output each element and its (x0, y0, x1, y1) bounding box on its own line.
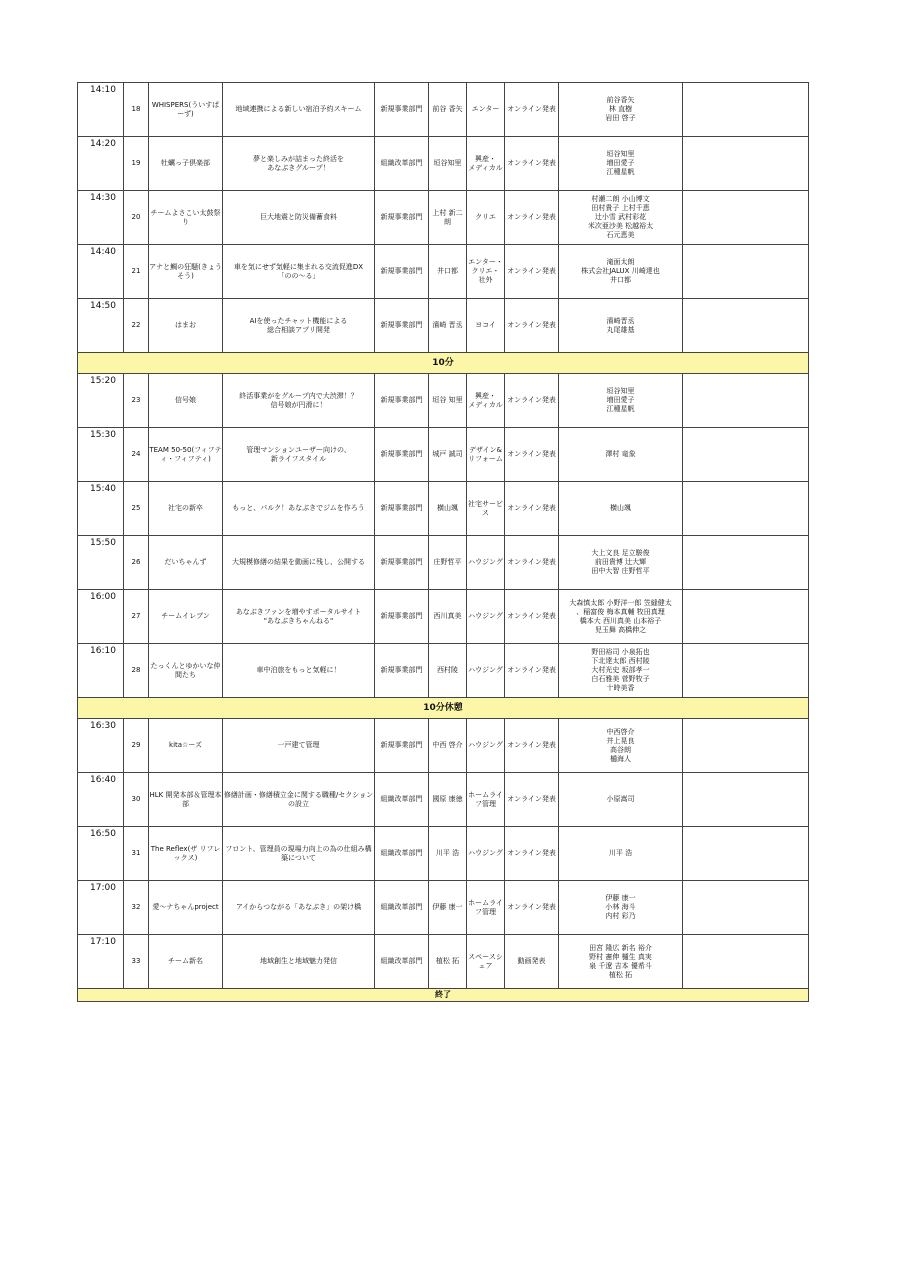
presentation-title: 巨大地震と防災備蓄食料 (223, 191, 375, 245)
department: デザイン& リフォーム (467, 428, 505, 482)
notes (683, 428, 809, 482)
time-cell: 14:10 (78, 83, 124, 137)
time-cell: 14:50 (78, 299, 124, 353)
members: 横山颯 (559, 482, 683, 536)
leader: 西村陵 (429, 644, 467, 698)
members: 澤村 竜象 (559, 428, 683, 482)
format: オンライン発表 (505, 245, 559, 299)
department: エンター・ クリエ・ 社外 (467, 245, 505, 299)
leader: 中西 啓介 (429, 719, 467, 773)
format: オンライン発表 (505, 881, 559, 935)
leader: 濱崎 晋丞 (429, 299, 467, 353)
notes (683, 935, 809, 989)
members: 垣谷知里 増田愛子 江種星帆 (559, 137, 683, 191)
format: オンライン発表 (505, 773, 559, 827)
department: 興産・ メディカル (467, 137, 505, 191)
format: 動画発表 (505, 935, 559, 989)
division: 新規事業部門 (375, 644, 429, 698)
number-cell: 28 (124, 644, 149, 698)
division: 新規事業部門 (375, 374, 429, 428)
number-cell: 27 (124, 590, 149, 644)
number-cell: 23 (124, 374, 149, 428)
leader: 横山颯 (429, 482, 467, 536)
presentation-title: 修繕計画・修繕積立金に関する職種/セクションの設立 (223, 773, 375, 827)
department: ハウジング (467, 827, 505, 881)
members: 中西啓介 井上晃良 高谷朗 樋海人 (559, 719, 683, 773)
members: 大森慎太郎 小野洋一郎 笠縫健太 、稲富俊 梅本真輔 牧田真理 橋本大 西川真美 山本裕子 児玉舞 高橋伸之 (559, 590, 683, 644)
team-name: チームよさこい太鼓祭り (149, 191, 223, 245)
team-name: アナと鯛の狂騒(きょうそう) (149, 245, 223, 299)
team-name: チームイレブン (149, 590, 223, 644)
format: オンライン発表 (505, 299, 559, 353)
division: 新規事業部門 (375, 428, 429, 482)
time-cell: 16:40 (78, 773, 124, 827)
format: オンライン発表 (505, 83, 559, 137)
division: 新規事業部門 (375, 482, 429, 536)
time-cell: 17:00 (78, 881, 124, 935)
team-name: kita☆ーズ (149, 719, 223, 773)
leader: 伊藤 康一 (429, 881, 467, 935)
time-cell: 15:40 (78, 482, 124, 536)
members: 前谷香矢 林 直樹 岩田 啓子 (559, 83, 683, 137)
number-cell: 22 (124, 299, 149, 353)
members: 濱崎晋丞 丸尾雄基 (559, 299, 683, 353)
number-cell: 29 (124, 719, 149, 773)
notes (683, 374, 809, 428)
format: オンライン発表 (505, 827, 559, 881)
department: 社宅サービス (467, 482, 505, 536)
break-band (78, 353, 809, 374)
members: 小原嵩司 (559, 773, 683, 827)
schedule-row (78, 881, 809, 935)
time-cell: 15:20 (78, 374, 124, 428)
time-cell: 14:40 (78, 245, 124, 299)
presentation-title: あなぶきファンを増やすポータルサイト "あなぶきちゃんねる" (223, 590, 375, 644)
team-name: たっくんとゆかいな仲間たち (149, 644, 223, 698)
schedule-row (78, 827, 809, 881)
number-cell: 20 (124, 191, 149, 245)
leader: 垣谷知里 (429, 137, 467, 191)
number-cell: 19 (124, 137, 149, 191)
number-cell: 30 (124, 773, 149, 827)
time-cell: 14:20 (78, 137, 124, 191)
team-name: 信号娘 (149, 374, 223, 428)
time-cell: 16:00 (78, 590, 124, 644)
leader: 川平 浩 (429, 827, 467, 881)
team-name: はまお (149, 299, 223, 353)
end-band (78, 989, 809, 1002)
presentation-title: 車を気にせず気軽に集まれる交流促進DX 「のの〜る」 (223, 245, 375, 299)
notes (683, 881, 809, 935)
number-cell: 18 (124, 83, 149, 137)
number-cell: 25 (124, 482, 149, 536)
format: オンライン発表 (505, 590, 559, 644)
format: オンライン発表 (505, 374, 559, 428)
team-name: チーム新名 (149, 935, 223, 989)
presentation-title: もっと、パルク！あなぶきでジムを作ろう (223, 482, 375, 536)
presentation-title: 管理マンションユーザー向けの、 新ライフスタイル (223, 428, 375, 482)
schedule-row (78, 191, 809, 245)
schedule-row (78, 719, 809, 773)
department: ホームライフ管理 (467, 773, 505, 827)
time-cell: 16:10 (78, 644, 124, 698)
time-cell: 16:50 (78, 827, 124, 881)
number-cell: 24 (124, 428, 149, 482)
format: オンライン発表 (505, 719, 559, 773)
schedule-row (78, 299, 809, 353)
team-name: だいちゃんず (149, 536, 223, 590)
department: エンター (467, 83, 505, 137)
notes (683, 644, 809, 698)
number-cell: 33 (124, 935, 149, 989)
break-band (78, 698, 809, 719)
members: 伊藤 康一 小林 海斗 内村 彩乃 (559, 881, 683, 935)
team-name: 愛〜ナちゃんproject (149, 881, 223, 935)
number-cell: 21 (124, 245, 149, 299)
members: 村瀬二朗 小山博文 田村貴子 上村千恵 辻小雪 武村彩花 米次亜沙美 松越裕太 石元恵美 (559, 191, 683, 245)
format: オンライン発表 (505, 536, 559, 590)
notes (683, 137, 809, 191)
division: 新規事業部門 (375, 191, 429, 245)
schedule-row (78, 245, 809, 299)
notes (683, 299, 809, 353)
team-name: 牡蠣っ子倶楽部 (149, 137, 223, 191)
members: 川平 浩 (559, 827, 683, 881)
format: オンライン発表 (505, 644, 559, 698)
division: 新規事業部門 (375, 299, 429, 353)
time-cell: 15:30 (78, 428, 124, 482)
presentation-title: 夢と楽しみが詰まった終活を あなぶきグループ！ (223, 137, 375, 191)
schedule-row (78, 482, 809, 536)
schedule-row (78, 773, 809, 827)
division: 新規事業部門 (375, 245, 429, 299)
department: 興産・ メディカル (467, 374, 505, 428)
time-cell: 17:10 (78, 935, 124, 989)
presentation-title: 終活事業がをグループ内で大渋滞！？ 信号娘が円滑に！ (223, 374, 375, 428)
leader: 垣谷 知里 (429, 374, 467, 428)
leader: 前谷 香矢 (429, 83, 467, 137)
division: 組織改革部門 (375, 935, 429, 989)
department: ヨコイ (467, 299, 505, 353)
leader: 西川真美 (429, 590, 467, 644)
division: 新規事業部門 (375, 719, 429, 773)
department: スペースシェア (467, 935, 505, 989)
leader: 城戸 誠司 (429, 428, 467, 482)
schedule-row (78, 935, 809, 989)
members: 田宮 隆広 新名 裕介 野村 憲伸 樋生 真実 泉 千遼 吉本 優希斗 植松 拓 (559, 935, 683, 989)
schedule-row (78, 83, 809, 137)
presentation-title: 地域創生と地域魅力発信 (223, 935, 375, 989)
presentation-title: 地域連携による新しい宿泊予約スキーム (223, 83, 375, 137)
leader: 國原 康徳 (429, 773, 467, 827)
time-cell: 14:30 (78, 191, 124, 245)
format: オンライン発表 (505, 137, 559, 191)
presentation-title: 車中泊旅をもっと気軽に！ (223, 644, 375, 698)
schedule-row (78, 374, 809, 428)
notes (683, 827, 809, 881)
format: オンライン発表 (505, 428, 559, 482)
presentation-title: AIを使ったチャット機能による 総合相談アプリ開発 (223, 299, 375, 353)
schedule-row (78, 137, 809, 191)
schedule-body (78, 83, 809, 1002)
department: ハウジング (467, 590, 505, 644)
members: 滝面太朗 株式会社JALUX 川崎達也 井口都 (559, 245, 683, 299)
break-label: 10分 (78, 353, 809, 374)
schedule-row (78, 590, 809, 644)
division: 組織改革部門 (375, 773, 429, 827)
department: ハウジング (467, 536, 505, 590)
notes (683, 719, 809, 773)
leader: 上村 新二朗 (429, 191, 467, 245)
presentation-title: フロント、管理員の現場力向上の為の仕組み構築について (223, 827, 375, 881)
presentation-title: アイからつながる「あなぶき」の架け橋 (223, 881, 375, 935)
department: ホームライフ管理 (467, 881, 505, 935)
notes (683, 191, 809, 245)
division: 組織改革部門 (375, 827, 429, 881)
presentation-title: 一戸建て管理 (223, 719, 375, 773)
notes (683, 773, 809, 827)
division: 新規事業部門 (375, 590, 429, 644)
division: 新規事業部門 (375, 536, 429, 590)
division: 組織改革部門 (375, 881, 429, 935)
notes (683, 245, 809, 299)
presentation-title: 大規模修繕の結果を動画に残し、公開する (223, 536, 375, 590)
team-name: WHISPERS(ういすぱーず) (149, 83, 223, 137)
time-cell: 16:30 (78, 719, 124, 773)
schedule-row (78, 536, 809, 590)
members: 大上文良 足立駿俊 前田貴博 辻大輝 田中大智 庄野哲平 (559, 536, 683, 590)
team-name: TEAM 50-50(フィフティ・フィフティ) (149, 428, 223, 482)
department: クリエ (467, 191, 505, 245)
format: オンライン発表 (505, 482, 559, 536)
team-name: 社宅の新卒 (149, 482, 223, 536)
team-name: HLK 開発本部＆管理本部 (149, 773, 223, 827)
division: 新規事業部門 (375, 83, 429, 137)
division: 組織改革部門 (375, 137, 429, 191)
schedule-table (77, 82, 809, 1002)
number-cell: 26 (124, 536, 149, 590)
leader: 井口都 (429, 245, 467, 299)
end-label: 終了 (78, 989, 809, 1002)
schedule-row (78, 644, 809, 698)
leader: 植松 拓 (429, 935, 467, 989)
leader: 庄野哲平 (429, 536, 467, 590)
format: オンライン発表 (505, 191, 559, 245)
team-name: The Reflex(ザ リフレックス) (149, 827, 223, 881)
members: 垣谷知里 増田愛子 江種星帆 (559, 374, 683, 428)
notes (683, 83, 809, 137)
department: ハウジング (467, 644, 505, 698)
notes (683, 482, 809, 536)
department: ハウジング (467, 719, 505, 773)
number-cell: 31 (124, 827, 149, 881)
notes (683, 536, 809, 590)
schedule-row (78, 428, 809, 482)
number-cell: 32 (124, 881, 149, 935)
time-cell: 15:50 (78, 536, 124, 590)
members: 野田裕司 小泉拓也 下北達太郎 西村陵 大村光史 坂部孝一 白石雅美 菅野牧子 十時美香 (559, 644, 683, 698)
notes (683, 590, 809, 644)
break-label: 10分休憩 (78, 698, 809, 719)
